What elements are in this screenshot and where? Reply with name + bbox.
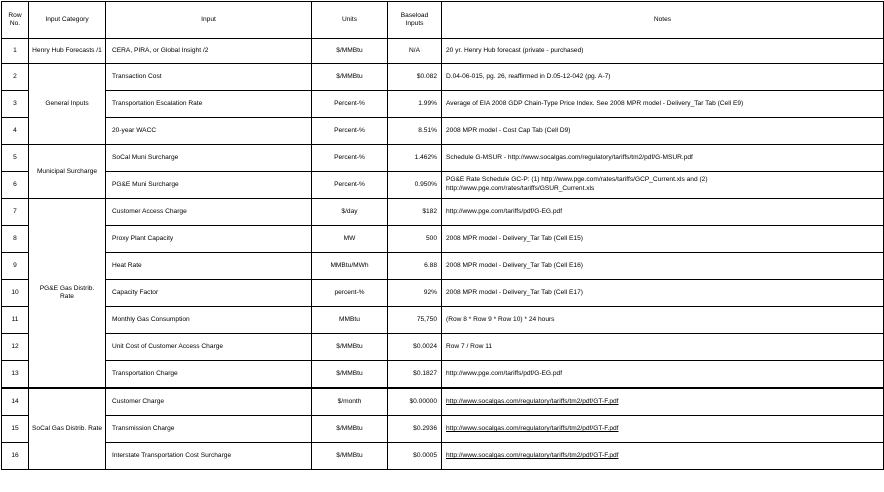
baseload-value: $0.0024 xyxy=(388,334,442,361)
header-input-category: Input Category xyxy=(29,2,106,39)
input-label: 20-year WACC xyxy=(106,118,312,145)
notes-cell: Schedule G-MSUR - http://www.socalgas.com/regulatory/tariffs/tm2/pdf/G-MSUR.pdf xyxy=(442,145,884,172)
table-row xyxy=(2,91,884,118)
baseload-value: 75,750 xyxy=(388,307,442,334)
units-cell: percent-% xyxy=(312,280,388,307)
units-cell: $/MMBtu xyxy=(312,64,388,91)
notes-cell: http://www.pge.com/tariffs/pdf/G-EG.pdf xyxy=(442,199,884,226)
input-label: CERA, PIRA, or Global Insight /2 xyxy=(106,39,312,64)
baseload-value: $0.00000 xyxy=(388,388,442,416)
units-cell: $/MMBtu xyxy=(312,443,388,470)
input-label: Capacity Factor xyxy=(106,280,312,307)
row-number: 4 xyxy=(2,118,29,145)
units-cell: $/MMBtu xyxy=(312,39,388,64)
category-municipal-surcharge: Municipal Surcharge xyxy=(29,145,106,199)
notes-cell: (Row 8 * Row 9 * Row 10) * 24 hours xyxy=(442,307,884,334)
table-row xyxy=(2,361,884,389)
table-row xyxy=(2,307,884,334)
baseload-value: 92% xyxy=(388,280,442,307)
units-cell: MW xyxy=(312,226,388,253)
units-cell: Percent-% xyxy=(312,145,388,172)
notes-link[interactable] xyxy=(442,388,884,416)
units-cell: Percent-% xyxy=(312,172,388,199)
input-label: PG&E Muni Surcharge xyxy=(106,172,312,199)
input-label: Transportation Charge xyxy=(106,361,312,389)
input-label: Interstate Transportation Cost Surcharge xyxy=(106,443,312,470)
units-cell: $/month xyxy=(312,388,388,416)
baseload-value: 6.88 xyxy=(388,253,442,280)
input-label: Monthly Gas Consumption xyxy=(106,307,312,334)
notes-cell: Row 7 / Row 11 xyxy=(442,334,884,361)
input-label: Proxy Plant Capacity xyxy=(106,226,312,253)
row-number: 10 xyxy=(2,280,29,307)
input-label: SoCal Muni Surcharge xyxy=(106,145,312,172)
notes-cell: 2008 MPR model - Cost Cap Tab (Cell D9) xyxy=(442,118,884,145)
notes-line-2: http://www.pge.com/rates/tariffs/GSUR_Current.xls xyxy=(446,185,595,192)
table-row xyxy=(2,118,884,145)
input-label: Unit Cost of Customer Access Charge xyxy=(106,334,312,361)
baseload-value: $0.1827 xyxy=(388,361,442,389)
table-row xyxy=(2,199,884,226)
baseload-value: $182 xyxy=(388,199,442,226)
units-cell: $/MMBtu xyxy=(312,361,388,389)
header-row xyxy=(2,2,884,39)
mpr-input-table-sheet xyxy=(1,1,883,491)
table-row xyxy=(2,280,884,307)
input-label: Customer Charge xyxy=(106,388,312,416)
baseload-value: 500 xyxy=(388,226,442,253)
category-henry-hub: Henry Hub Forecasts /1 xyxy=(29,39,106,64)
category-socal-gas-distrib-rate: SoCal Gas Distrib. Rate xyxy=(29,388,106,470)
table-row xyxy=(2,253,884,280)
table-row xyxy=(2,334,884,361)
table-row xyxy=(2,145,884,172)
notes-cell xyxy=(442,172,884,199)
table-row xyxy=(2,172,884,199)
header-baseload-inputs: Baseload Inputs xyxy=(388,2,442,39)
notes-cell: 2008 MPR model - Delivery_Tar Tab (Cell E16) xyxy=(442,253,884,280)
row-number: 8 xyxy=(2,226,29,253)
notes-cell: 2008 MPR model - Delivery_Tar Tab (Cell E15) xyxy=(442,226,884,253)
row-number: 9 xyxy=(2,253,29,280)
input-label: Customer Access Charge xyxy=(106,199,312,226)
notes-link[interactable] xyxy=(442,416,884,443)
row-number: 13 xyxy=(2,361,29,389)
header-notes: Notes xyxy=(442,2,884,39)
table-row xyxy=(2,64,884,91)
notes-line-1: PG&E Rate Schedule GC-P: (1) http://www.pge.com/rates/tariffs/GCP_Current.xls and (2) xyxy=(446,176,708,184)
category-general-inputs: General Inputs xyxy=(29,64,106,145)
header-units: Units xyxy=(312,2,388,39)
notes-link[interactable] xyxy=(442,443,884,470)
baseload-value: 8.51% xyxy=(388,118,442,145)
baseload-value: 0.950% xyxy=(388,172,442,199)
row-number: 11 xyxy=(2,307,29,334)
notes-cell: D.04-06-015, pg. 26, reaffirmed in D.05-12-042 (pg. A-7) xyxy=(442,64,884,91)
row-number: 2 xyxy=(2,64,29,91)
tariff-link[interactable]: http://www.socalgas.com/regulatory/tariffs/tm2/pdf/GT-F.pdf xyxy=(446,398,619,406)
category-pge-gas-distrib-rate: PG&E Gas Distrib. Rate xyxy=(29,199,106,389)
input-label: Transaction Cost xyxy=(106,64,312,91)
row-number: 7 xyxy=(2,199,29,226)
inputs-table xyxy=(1,1,884,470)
notes-cell: 20 yr. Henry Hub forecast (private - purchased) xyxy=(442,39,884,64)
units-cell: Percent-% xyxy=(312,118,388,145)
row-number: 1 xyxy=(2,39,29,64)
input-label: Transmission Charge xyxy=(106,416,312,443)
header-input: Input xyxy=(106,2,312,39)
table-row xyxy=(2,388,884,416)
table-row xyxy=(2,416,884,443)
row-number: 6 xyxy=(2,172,29,199)
table-row xyxy=(2,443,884,470)
row-number: 12 xyxy=(2,334,29,361)
units-cell: MMBtu/MWh xyxy=(312,253,388,280)
tariff-link[interactable]: http://www.socalgas.com/regulatory/tariffs/tm2/pdf/GT-F.pdf xyxy=(446,425,619,433)
baseload-value: $0.2936 xyxy=(388,416,442,443)
row-number: 3 xyxy=(2,91,29,118)
units-cell: Percent-% xyxy=(312,91,388,118)
row-number: 5 xyxy=(2,145,29,172)
tariff-link[interactable]: http://www.socalgas.com/regulatory/tariffs/tm2/pdf/GT-F.pdf xyxy=(446,452,619,460)
baseload-value: 1.462% xyxy=(388,145,442,172)
baseload-value: $0.0005 xyxy=(388,443,442,470)
notes-cell: http://www.pge.com/tariffs/pdf/G-EG.pdf xyxy=(442,361,884,389)
units-cell: $/MMBtu xyxy=(312,334,388,361)
baseload-value: 1.99% xyxy=(388,91,442,118)
units-cell: MMBtu xyxy=(312,307,388,334)
row-number: 14 xyxy=(2,388,29,416)
notes-cell: 2008 MPR model - Delivery_Tar Tab (Cell E17) xyxy=(442,280,884,307)
row-number: 16 xyxy=(2,443,29,470)
input-label: Heat Rate xyxy=(106,253,312,280)
input-label: Transportation Escalation Rate xyxy=(106,91,312,118)
baseload-value: $0.082 xyxy=(388,64,442,91)
units-cell: $/day xyxy=(312,199,388,226)
baseload-value: N/A xyxy=(388,39,442,64)
row-number: 15 xyxy=(2,416,29,443)
table-row xyxy=(2,39,884,64)
header-row-no: Row No. xyxy=(2,2,29,39)
notes-cell: Average of EIA 2008 GDP Chain-Type Price Index. See 2008 MPR model - Delivery_Tar Tab (Cell E9) xyxy=(442,91,884,118)
units-cell: $/MMBtu xyxy=(312,416,388,443)
table-row xyxy=(2,226,884,253)
